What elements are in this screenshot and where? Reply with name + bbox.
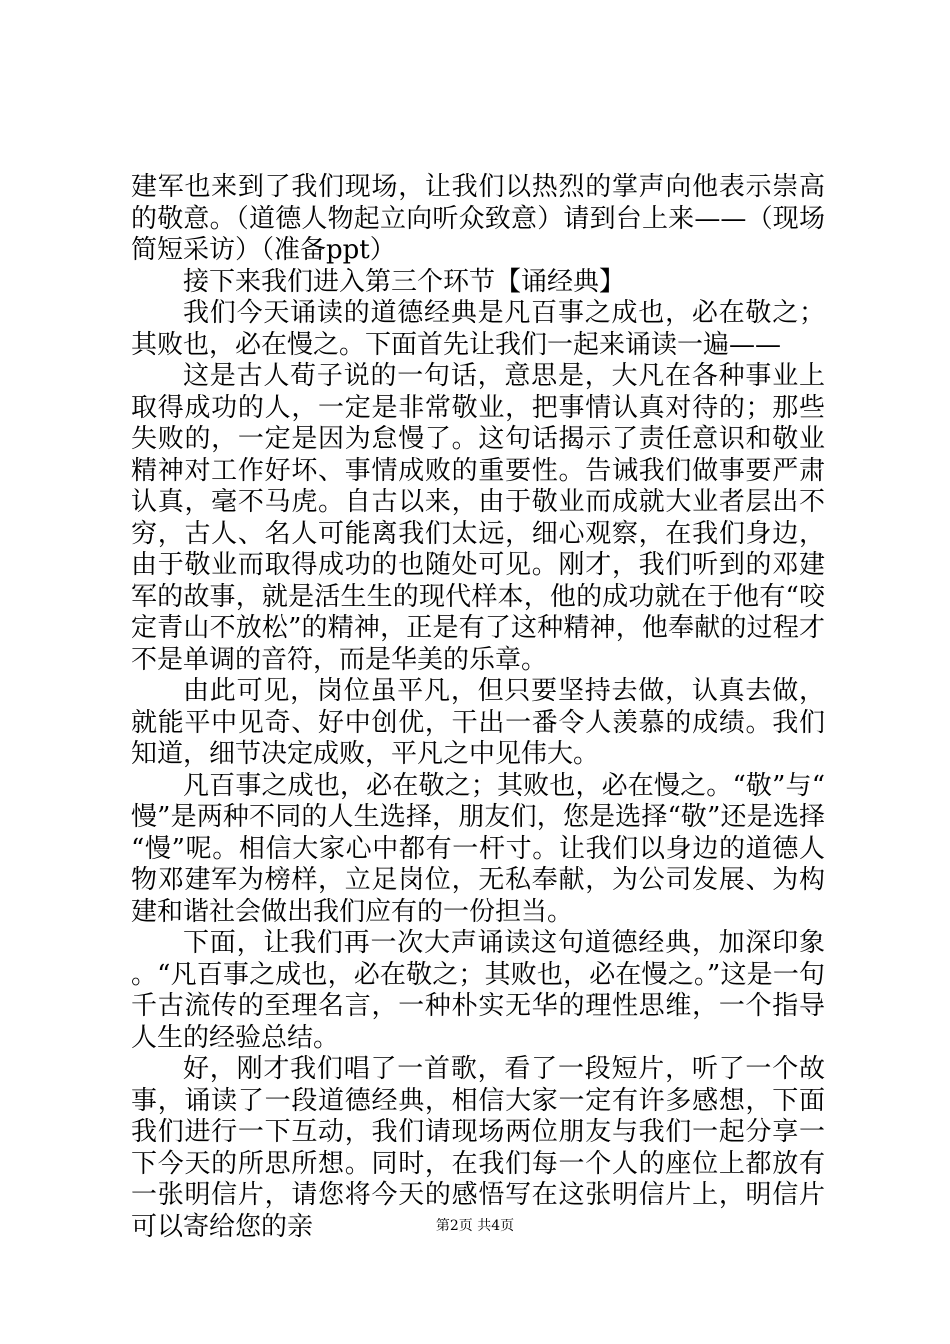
page-footer: 第2页 共4页 xyxy=(435,1218,515,1234)
paragraph: 好，刚才我们唱了一首歌，看了一段短片，听了一个故事，诵读了一段道德经典，相信大家一定有许多感想，下面我们进行一下互动，我们请现场两位朋友与我们一起分享一下今天的所思所想。同时，在我们每一个人的座位上都放有一张明信片，请您将今天的感悟写在这张明信片上，明信片可以寄给您的亲 xyxy=(131,1054,825,1242)
document-body xyxy=(131,172,825,1243)
paragraph: 建军也来到了我们现场，让我们以热烈的掌声向他表示崇高的敬意。（道德人物起立向听众致意）请到台上来——（现场简短采访）（准备ppt） xyxy=(131,172,825,265)
paragraph: 接下来我们进入第三个环节【诵经典】 xyxy=(183,266,626,297)
paragraph: 我们今天诵读的道德经典是凡百事之成也，必在敬之；其败也，必在慢之。下面首先让我们一起来诵读一遍—— xyxy=(131,298,825,360)
paragraph: 凡百事之成也，必在敬之；其败也，必在慢之。“敬”与“慢”是两种不同的人生选择，朋友们，您是选择“敬”还是选择“慢”呢。相信大家心中都有一杆寸。让我们以身边的道德人物邓建军为榜样，立足岗位，无私奉献，为公司发展、为构建和谐社会做出我们应有的一份担当。 xyxy=(131,770,825,927)
paragraph: 由此可见，岗位虽平凡，但只要坚持去做，认真去做，就能平中见奇、好中创优，干出一番令人羡慕的成绩。我们知道，细节决定成败，平凡之中见伟大。 xyxy=(131,676,825,769)
paragraph: 这是古人荀子说的一句话，意思是，大凡在各种事业上取得成功的人，一定是非常敬业，把事情认真对待的；那些失败的，一定是因为怠慢了。这句话揭示了责任意识和敬业精神对工作好坏、事情成败的重要性。告诫我们做事要严肃认真，毫不马虎。自古以来，由于敬业而成就大业者层出不穷，古人、名人可能离我们太远，细心观察，在我们身边，由于敬业而取得成功的也随处可见。刚才，我们听到的邓建军的故事，就是活生生的现代样本，他的成功就在于他有“咬定青山不放松”的精神，正是有了这种精神，他奉献的过程才不是单调的音符，而是华美的乐章。 xyxy=(131,361,825,675)
paragraph: 下面，让我们再一次大声诵读这句道德经典，加深印象。“凡百事之成也，必在敬之；其败也，必在慢之。”这是一句千古流传的至理名言，一种朴实无华的理性思维，一个指导人生的经验总结。 xyxy=(131,928,825,1053)
